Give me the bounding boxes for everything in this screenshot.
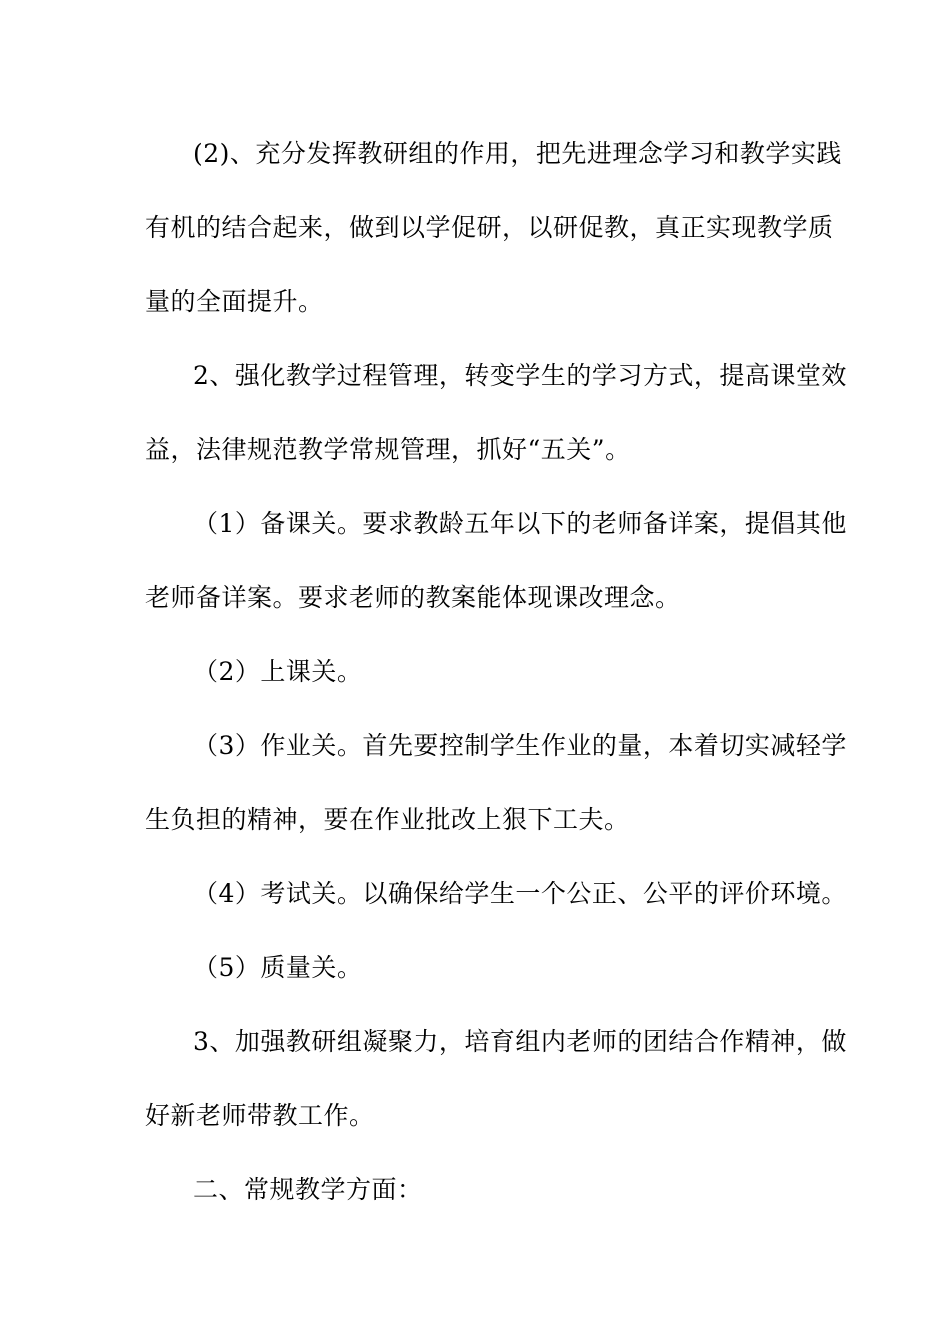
paragraph-line: 量的全面提升。 [145, 287, 324, 316]
paragraph-line: （3）作业关。首先要控制学生作业的量，本着切实减轻学 [193, 731, 847, 760]
paragraph-line: （1）备课关。要求教龄五年以下的老师备详案，提倡其他 [193, 509, 847, 538]
paragraph-line: 2、强化教学过程管理，转变学生的学习方式，提高课堂效 [193, 361, 847, 390]
paragraph-line: 老师备详案。要求老师的教案能体现课改理念。 [145, 583, 681, 612]
paragraph-line: (2)、充分发挥教研组的作用，把先进理念学习和教学实践 [193, 139, 842, 168]
paragraph-line: 有机的结合起来，做到以学促研，以研促教，真正实现教学质 [145, 213, 834, 242]
paragraph-line: （4）考试关。以确保给学生一个公正、公平的评价环境。 [193, 879, 847, 908]
paragraph-line: （5）质量关。 [193, 953, 363, 982]
paragraph-line: 好新老师带教工作。 [145, 1101, 375, 1130]
section-heading: 二、常规教学方面： [193, 1175, 423, 1204]
paragraph-line: 益，法律规范教学常规管理，抓好“五关”。 [145, 435, 631, 464]
paragraph-line: 生负担的精神，要在作业批改上狠下工夫。 [145, 805, 630, 834]
paragraph-line: 3、加强教研组凝聚力，培育组内老师的团结合作精神，做 [193, 1027, 847, 1056]
paragraph-line: （2）上课关。 [193, 657, 363, 686]
